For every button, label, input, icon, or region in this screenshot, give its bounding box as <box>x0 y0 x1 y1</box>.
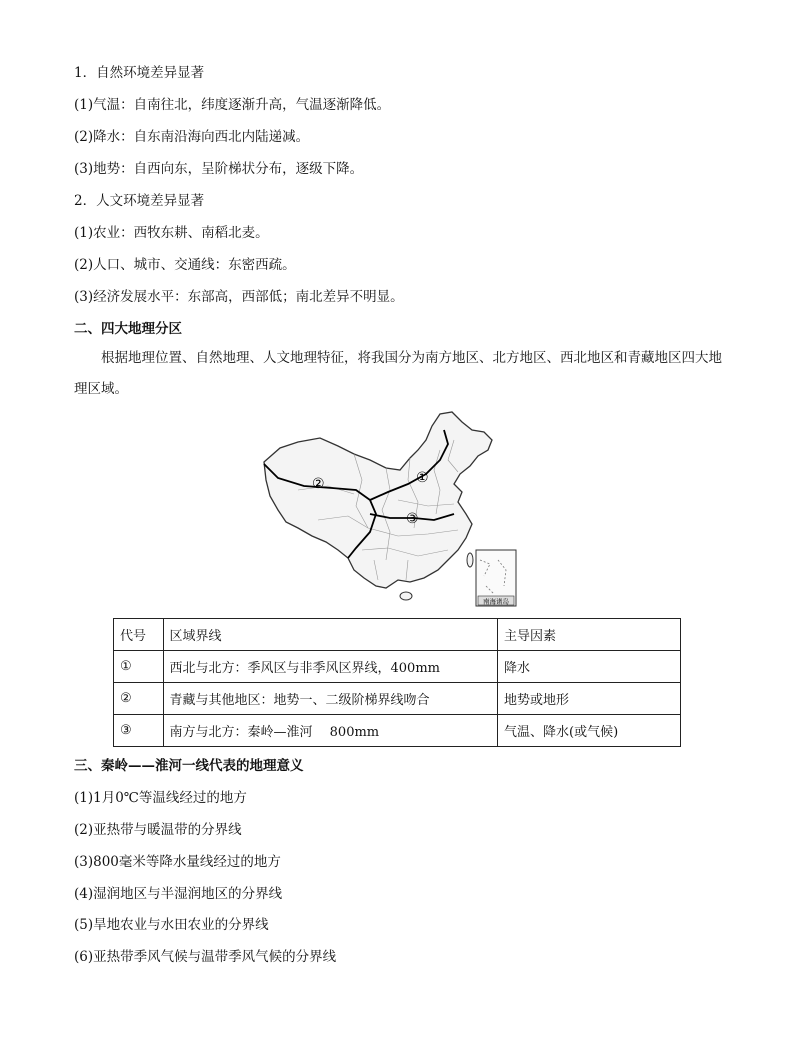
inset-label: 南海诸岛 <box>483 597 509 606</box>
table-cell: 南方与北方：秦岭—淮河 800mm <box>163 715 498 747</box>
regions-boundary-table <box>113 618 681 747</box>
heading-natural-environment: 1．自然环境差异显著 <box>74 65 205 81</box>
table-cell: ① <box>114 651 164 683</box>
list-item: (1)农业：西牧东耕、南稻北麦。 <box>74 225 269 241</box>
table-header-code: 代号 <box>114 619 164 651</box>
china-region-map <box>258 410 520 608</box>
table-cell: 青藏与其他地区：地势一、二级阶梯界线吻合 <box>163 683 498 715</box>
map-label-2: ② <box>312 476 325 492</box>
heading-human-environment: 2．人文环境差异显著 <box>74 193 205 209</box>
intro-paragraph: 根据地理位置、自然地理、人文地理特征，将我国分为南方地区、北方地区、西北地区和青藏地区四大地理区域。 <box>74 350 722 397</box>
table-header-factor: 主导因素 <box>498 619 681 651</box>
list-item: (4)湿润地区与半湿润地区的分界线 <box>74 886 283 902</box>
list-item: (3)经济发展水平：东部高，西部低；南北差异不明显。 <box>74 289 404 305</box>
table-cell: 气温、降水(或气候) <box>498 715 681 747</box>
section-title-four-regions: 二、四大地理分区 <box>74 321 182 337</box>
table-row <box>114 715 681 747</box>
map-label-1: ① <box>416 470 429 486</box>
section-title-qinling-huaihe: 三、秦岭——淮河一线代表的地理意义 <box>74 758 304 774</box>
country-outline <box>264 412 492 588</box>
table-row <box>114 683 681 715</box>
list-item: (1)气温：自南往北，纬度逐渐升高，气温逐渐降低。 <box>74 97 391 113</box>
table-header-boundary: 区域界线 <box>163 619 498 651</box>
south-china-sea-inset <box>476 550 516 606</box>
list-item: (6)亚热带季风气候与温带季风气候的分界线 <box>74 949 337 965</box>
table-cell: 地势或地形 <box>498 683 681 715</box>
list-item: (3)地势：自西向东，呈阶梯状分布，逐级下降。 <box>74 161 364 177</box>
table-header-row <box>114 619 681 651</box>
table-cell: ② <box>114 683 164 715</box>
map-label-3: ③ <box>406 511 419 527</box>
list-item: (2)亚热带与暖温带的分界线 <box>74 822 242 838</box>
list-item: (5)旱地农业与水田农业的分界线 <box>74 917 269 933</box>
list-item: (2)人口、城市、交通线：东密西疏。 <box>74 257 296 273</box>
table-cell: 西北与北方：季风区与非季风区界线，400mm <box>163 651 498 683</box>
table-cell: ③ <box>114 715 164 747</box>
list-item: (1)1月0℃等温线经过的地方 <box>74 790 247 806</box>
list-item: (3)800毫米等降水量线经过的地方 <box>74 854 281 870</box>
list-item: (2)降水：自东南沿海向西北内陆递减。 <box>74 129 310 145</box>
table-row <box>114 651 681 683</box>
table-cell: 降水 <box>498 651 681 683</box>
